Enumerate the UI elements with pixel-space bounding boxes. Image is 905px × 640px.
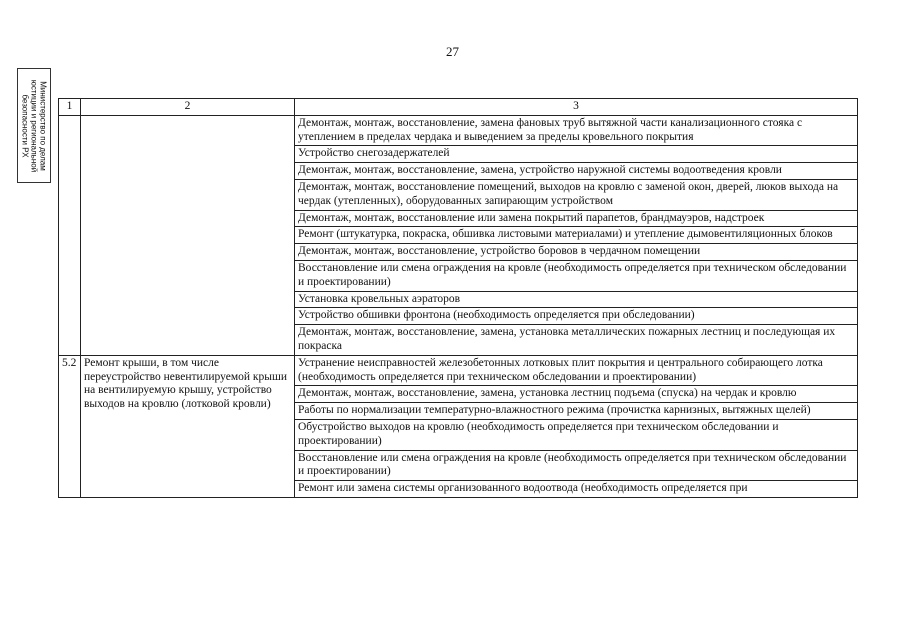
work-item: Устранение неисправностей железобетонных лотковых плит покрытия и центрального собирающего лотка (необходимость определяется при техническом обследовании и проектировании) [295, 355, 858, 386]
work-item: Демонтаж, монтаж, восстановление, замена, установка металлических пожарных лестниц и последующая их покраска [295, 325, 858, 356]
header-cell-2: 2 [81, 99, 295, 116]
work-item: Работы по нормализации температурно-влажностного режима (прочистка карнизных, вытяжных щелей) [295, 403, 858, 420]
work-item: Демонтаж, монтаж, восстановление помещений, выходов на кровлю с заменой окон, дверей, люков выхода на чердак (утепленных), оборудованных запирающим устройством [295, 179, 858, 210]
work-item: Ремонт (штукатурка, покраска, обшивка листовыми материалами) и утепление дымовентиляционных блоков [295, 227, 858, 244]
stamp-text: Министерство по делам юстиции и региональной безопасности РХ [20, 79, 48, 172]
section-title: Ремонт крыши, в том числе переустройство невентилируемой крыши на вентилируемую крышу, устройство выходов на кровлю (лотковой кровли) [81, 355, 295, 497]
section-number [59, 115, 81, 355]
section-number: 5.2 [59, 355, 81, 497]
work-item: Демонтаж, монтаж, восстановление, замена фановых труб вытяжной части канализационного стояка с утеплением в пределах чердака и выведением за пределы кровельного покрытия [295, 115, 858, 146]
work-item: Ремонт или замена системы организованного водоотвода (необходимость определяется при [295, 481, 858, 498]
work-item: Устройство обшивки фронтона (необходимость определяется при обследовании) [295, 308, 858, 325]
work-item: Устройство снегозадержателей [295, 146, 858, 163]
table-header-row [59, 99, 858, 116]
work-item: Обустройство выходов на кровлю (необходимость определяется при техническом обследовании и проектировании) [295, 419, 858, 450]
work-item: Установка кровельных аэраторов [295, 291, 858, 308]
table-row [59, 115, 858, 146]
header-cell-3: 3 [295, 99, 858, 116]
page-number: 27 [446, 44, 459, 59]
header-cell-1: 1 [59, 99, 81, 116]
work-item: Демонтаж, монтаж, восстановление, замена, установка лестниц подъема (спуска) на чердак и кровлю [295, 386, 858, 403]
work-item: Восстановление или смена ограждения на кровле (необходимость определяется при техническом обследовании и проектировании) [295, 450, 858, 481]
work-item: Демонтаж, монтаж, восстановление, замена, устройство наружной системы водоотведения кровли [295, 163, 858, 180]
registration-stamp [17, 68, 51, 183]
work-item: Демонтаж, монтаж, восстановление, устройство боровов в чердачном помещении [295, 244, 858, 261]
work-item: Демонтаж, монтаж, восстановление или замена покрытий парапетов, брандмауэров, надстроек [295, 210, 858, 227]
works-table [58, 98, 858, 498]
table-row [59, 355, 858, 386]
work-item: Восстановление или смена ограждения на кровле (необходимость определяется при техническом обследовании и проектировании) [295, 260, 858, 291]
section-title [81, 115, 295, 355]
